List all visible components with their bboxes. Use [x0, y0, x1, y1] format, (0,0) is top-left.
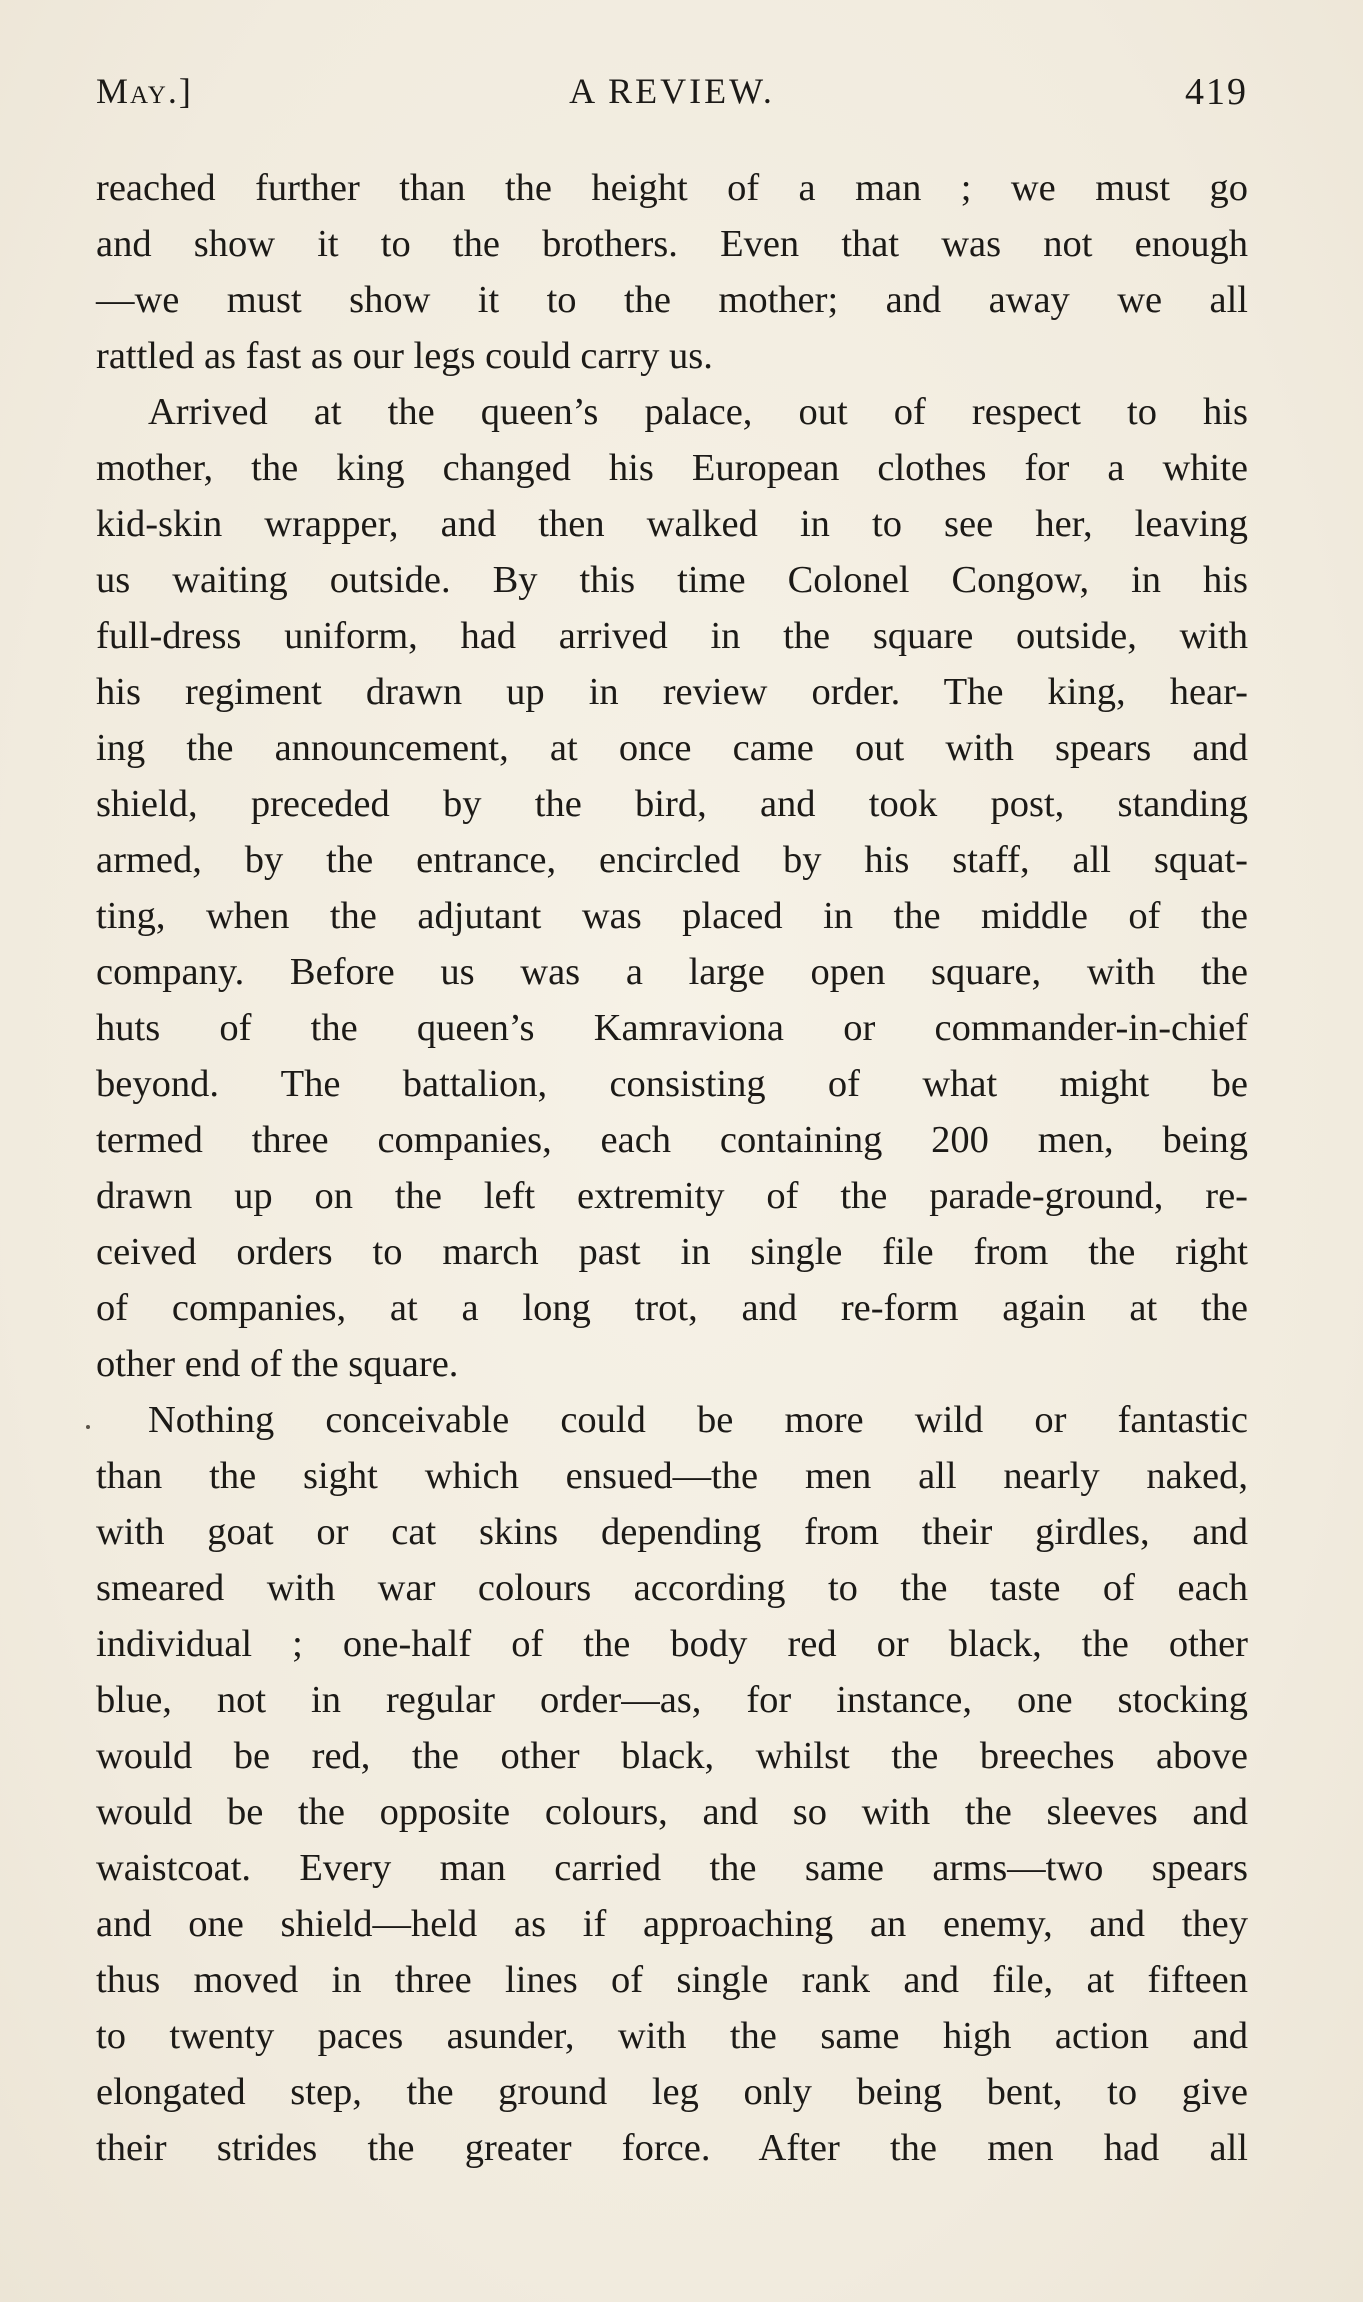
text-line: elongated step, the ground leg only being bent, to give: [96, 2071, 1248, 2113]
text-line: than the sight which ensued—the men all nearly naked,: [96, 1455, 1248, 1497]
text-line: ing the announcement, at once came out with spears and: [96, 727, 1248, 769]
text-line: blue, not in regular order—as, for instance, one stocking: [96, 1679, 1248, 1721]
text-line: drawn up on the left extremity of the parade-ground, re-: [96, 1175, 1248, 1217]
text-line: Arrived at the queen’s palace, out of respect to his: [148, 391, 1248, 433]
text-line: to twenty paces asunder, with the same high action and: [96, 2015, 1248, 2057]
text-line: us waiting outside. By this time Colonel Congow, in his: [96, 559, 1248, 601]
text-line: beyond. The battalion, consisting of what might be: [96, 1063, 1248, 1105]
text-line: and one shield—held as if approaching an enemy, and they: [96, 1903, 1248, 1945]
text-line: huts of the queen’s Kamraviona or commander-in-chief: [96, 1007, 1248, 1049]
running-header: [96, 70, 1248, 118]
paragraph-1: [96, 160, 1248, 384]
text-line: other end of the square.: [96, 1343, 459, 1385]
header-title: A REVIEW.: [569, 71, 775, 111]
text-line: armed, by the entrance, encircled by his staff, all squat-: [96, 839, 1248, 881]
ink-speck: [86, 1425, 90, 1429]
text-line: waistcoat. Every man carried the same arms—two spears: [96, 1847, 1248, 1889]
text-line: rattled as fast as our legs could carry us.: [96, 335, 713, 377]
text-line: thus moved in three lines of single rank and file, at fifteen: [96, 1959, 1248, 2001]
text-line: with goat or cat skins depending from their girdles, and: [96, 1511, 1248, 1553]
text-line: shield, preceded by the bird, and took post, standing: [96, 783, 1248, 825]
text-line: his regiment drawn up in review order. The king, hear-: [96, 671, 1248, 713]
text-line: would be red, the other black, whilst the breeches above: [96, 1735, 1248, 1777]
text-line: termed three companies, each containing 200 men, being: [96, 1119, 1248, 1161]
text-line: kid-skin wrapper, and then walked in to see her, leaving: [96, 503, 1248, 545]
body-text: [96, 160, 1248, 2176]
paragraph-3: [96, 1392, 1248, 2176]
text-line: reached further than the height of a man ; we must go: [96, 167, 1248, 209]
text-line: and show it to the brothers. Even that was not enough: [96, 223, 1248, 265]
text-line: individual ; one-half of the body red or black, the other: [96, 1623, 1248, 1665]
text-line: would be the opposite colours, and so with the sleeves and: [96, 1791, 1248, 1833]
text-line: ceived orders to march past in single file from the right: [96, 1231, 1248, 1273]
text-line: mother, the king changed his European clothes for a white: [96, 447, 1248, 489]
text-line: —we must show it to the mother; and away we all: [96, 279, 1248, 321]
text-line: of companies, at a long trot, and re-form again at the: [96, 1287, 1248, 1329]
text-line: ting, when the adjutant was placed in the middle of the: [96, 895, 1248, 937]
text-line: smeared with war colours according to the taste of each: [96, 1567, 1248, 1609]
text-line: company. Before us was a large open square, with the: [96, 951, 1248, 993]
text-line: full-dress uniform, had arrived in the square outside, with: [96, 615, 1248, 657]
text-line: Nothing conceivable could be more wild or fantastic: [148, 1399, 1248, 1441]
page-number: 419: [1185, 71, 1248, 113]
text-line: their strides the greater force. After the men had all: [96, 2127, 1248, 2169]
paragraph-2: [96, 384, 1248, 1392]
header-month: May.]: [96, 71, 193, 111]
